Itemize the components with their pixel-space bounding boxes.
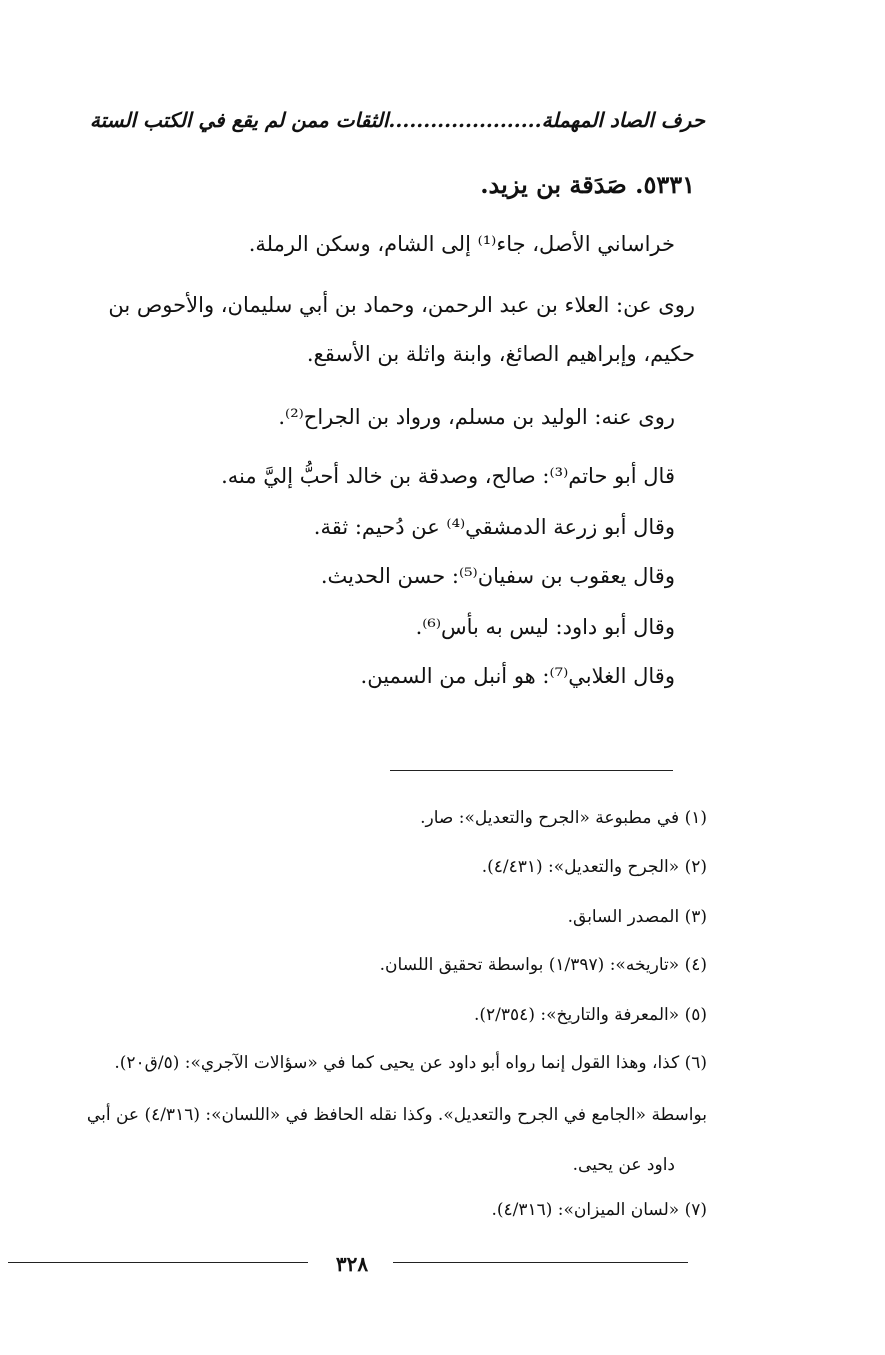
running-header: حرف الصاد المهملة......................الثقات ممن لم يقع في الكتب الستة (89, 108, 705, 132)
footnote: (١) في مطبوعة «الجرح والتعديل»: صار. (420, 808, 707, 828)
entry-line: قال أبو حاتم⁽³⁾: صالح، وصدقة بن خالد أحبُّ إليَّ منه. (221, 464, 675, 488)
entry-title: ٥٣٣١. صَدَقة بن يزيد. (480, 170, 695, 199)
footnote: (٢) «الجرح والتعديل»: (٤/٤٣١). (481, 857, 707, 877)
entry-line: وقال يعقوب بن سفيان⁽⁵⁾: حسن الحديث. (320, 564, 675, 588)
entry-line: وقال أبو زرعة الدمشقي⁽⁴⁾ عن دُحيم: ثقة. (313, 515, 675, 539)
footnote: (٧) «لسان الميزان»: (٤/٣١٦). (491, 1200, 707, 1220)
entry-line: خراساني الأصل، جاء⁽¹⁾ إلى الشام، وسكن الرملة. (248, 232, 675, 256)
footnote: (٣) المصدر السابق. (567, 907, 707, 927)
footnote-continuation: بواسطة «الجامع في الجرح والتعديل». وكذا نقله الحافظ في «اللسان»: (٤/٣١٦) عن أبي (86, 1105, 707, 1125)
footnote: (٤) «تاريخه»: (١/٣٩٧) بواسطة تحقيق اللسان. (379, 955, 707, 975)
entry-line: روى عنه: الوليد بن مسلم، ورواد بن الجراح⁽²⁾. (278, 405, 675, 429)
page-number: ٣٢٨ (335, 1252, 369, 1276)
footnote: (٥) «المعرفة والتاريخ»: (٢/٣٥٤). (474, 1005, 707, 1025)
footnote-separator (390, 770, 673, 771)
entry-line: روى عن: العلاء بن عبد الرحمن، وحماد بن أبي سليمان، والأحوص بن (108, 293, 695, 317)
entry-line: وقال الغلابي⁽⁷⁾: هو أنبل من السمين. (360, 664, 675, 688)
entry-line: حكيم، وإبراهيم الصائغ، وابنة واثلة بن الأسقع. (306, 342, 695, 366)
footer-rule (8, 1262, 308, 1263)
footnote: (٦) كذا، وهذا القول إنما رواه أبو داود عن يحيى كما في «سؤالات الآجري»: (٥/ق٢٠). (114, 1053, 707, 1073)
footer-rule (393, 1262, 688, 1263)
entry-line: وقال أبو داود: ليس به بأس⁽⁶⁾. (415, 615, 675, 639)
footnote-continuation: داود عن يحيى. (572, 1155, 675, 1175)
